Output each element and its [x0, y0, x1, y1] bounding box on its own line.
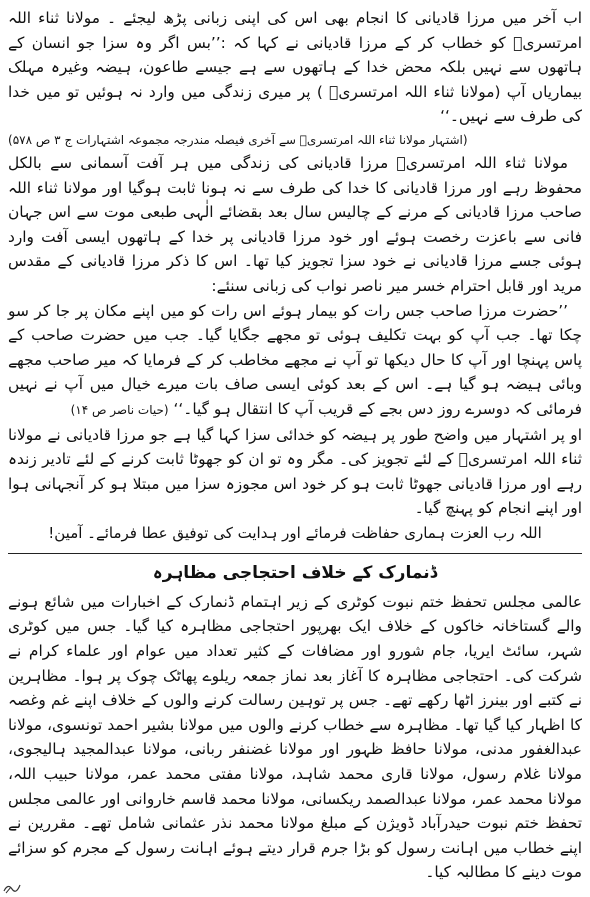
quote-mir-nasir-nawab — [8, 299, 582, 423]
paragraph-mirza-end — [8, 6, 582, 151]
quote-text: ’’حضرت مرزا صاحب جس رات کو بیمار ہوئے اس رات کو میں اپنے مکان پر جا کر سو چکا تھا۔ جب آپ کو بہت تکلیف ہوئی تو مجھے جگایا گیا۔ جب میں حضرت صاحب کے پاس پہنچا اور آپ کا حال دیکھا تو آپ نے مجھے مخاطب کر کے فرمایا کہ میر صاحب مجھے وبائی ہیضہ ہو گیا ہے۔ اس کے بعد کوئی ایسی صاف بات میرے خیال میں آپ نے نہیں فرمائی کہ دوسرے روز دس بجے کے قریب آپ کا انتقال ہو گیا۔‘‘ — [8, 301, 582, 418]
paragraph-protest: عالمی مجلس تحفظ ختم نبوت کوٹری کے زیر اہتمام ڈنمارک کے اخبارات میں شائع ہونے والے گستاخانہ خاکوں کے خلاف ایک بھرپور احتجاجی مظاہرہ کیا گیا۔ جس میں کوٹری شہر، سائٹ ایریا، جام شورو اور مضافات کے کثیر تعداد میں عوام اور علماء کرام نے شرکت کی۔ احتجاجی مظاہرہ کا آغاز بعد نماز جمعہ ریلوے پھاٹک چوک پر ہوا۔ مظاہرین نے کتبے اور بینرز اٹھا رکھے تھے۔ جس پر توہین رسالت کرنے والوں کے خلاف اپنے غم وغصہ کا اظہار کیا گیا تھا۔ مظاہرہ سے خطاب کرنے والوں میں مولانا بشیر احمد تونسوی، مولانا عبدالغفور مدنی، مولانا حافظ ظہور اور مولانا غضنفر ربانی، مولانا عبدالمجید ہالیجوی، مولانا غلام رسول، مولانا قاری محمد شاہد، مولانا مفتی محمد عمر، مولانا حبیب اللہ، مولانا محمد عمر، مولانا عبدالصمد ریکسانی، مولانا محمد قاسم خاروانی اور عالمی مجلس تحفظ ختم نبوت حیدرآباد ڈویژن کے مبلغ مولانا محمد نذر عثمانی شامل تھے۔ مقررین نے اپنے خطاب میں اہانت رسول کو بڑا جرم قرار دیتے ہوئے اہانت رسول کے مجرم کو سزائے موت دینے کا مطالبہ کیا۔ — [8, 592, 582, 882]
citation-hayat-nasir: (حیات ناصر ص ۱۴) — [70, 402, 169, 417]
citation-ishtihar: (اشتہار مولانا ثناء اللہ امرتسریؒ سے آخری فیصلہ مندرجہ مجموعہ اشتہارات ج ۳ ص ۵۷۸) — [8, 132, 468, 147]
paragraph-text: اب آخر میں مرزا قادیانی کا انجام بھی اس کی اپنی زبانی پڑھ لیجئے ۔ مولانا ثناء اللہ امرتسریؒ کو خطاب کر کے مرزا قادیانی نے کہا کہ :’’بس اگر وہ سزا جو انسان کے ہاتھوں سے نہیں بلکہ محض خدا کے ہاتھوں سے ہے جیسے طاعون، ہیضہ وغیرہ مہلک بیماریاں آپ (مولانا ثناء اللہ امرتسریؒ ) پر میری زندگی میں وارد نہ ہوئیں تو میں خدا کی طرف سے نہیں۔‘‘ — [8, 9, 582, 126]
closing-dua: اللہ رب العزت ہماری حفاظت فرمائے اور ہدایت کی توفیق عطا فرمائے۔ آمین! — [48, 523, 542, 542]
section-divider — [8, 553, 582, 554]
corner-scribble-icon — [2, 877, 22, 895]
paragraph-conclusion: او پر اشتہار میں واضح طور پر ہیضہ کو خدائی سزا کہا گیا ہے جو مرزا قادیانی نے مولانا ثناء اللہ امرتسریؒ کے لئے تجویز کی۔ مگر وہ تو ان کو جھوٹا ثابت کرنے کے لئے تادیر زندہ رہے اور مرزا قادیانی جھوٹا ثابت ہو کر خود اس مجوزہ سزا میں مبتلا ہو کر آنجہانی ہوا اور اپنے انجام کو پہنچ گیا۔ — [8, 425, 582, 518]
article-heading: ڈنمارک کے خلاف احتجاجی مظاہرہ — [152, 562, 438, 583]
paragraph-sanaullah: مولانا ثناء اللہ امرتسریؒ مرزا قادیانی کی زندگی میں ہر آفت آسمانی سے بالکل محفوظ رہے اور مرزا قادیانی کا خدا کی طرف سے نہ ہونا ثابت ہوگیا اور مولانا ثناء اللہ صاحب مرزا قادیانی کے مرنے کے چالیس سال بعد بقضائے الٰہی طبعی موت سے اس جہان فانی سے باعزت رخصت ہوئے اور خود مرزا قادیانی پر خدا کے ہاتھوں ایسی آفت وارد ہوئی جسے مرزا قادیانی نے خود سزا تجویز کیا تھا۔ اس کا ذکر مرزا قادیانی کے مقدس مرید اور قابل احترام خسر میر ناصر نواب کی زبانی سنئے: — [8, 153, 582, 295]
